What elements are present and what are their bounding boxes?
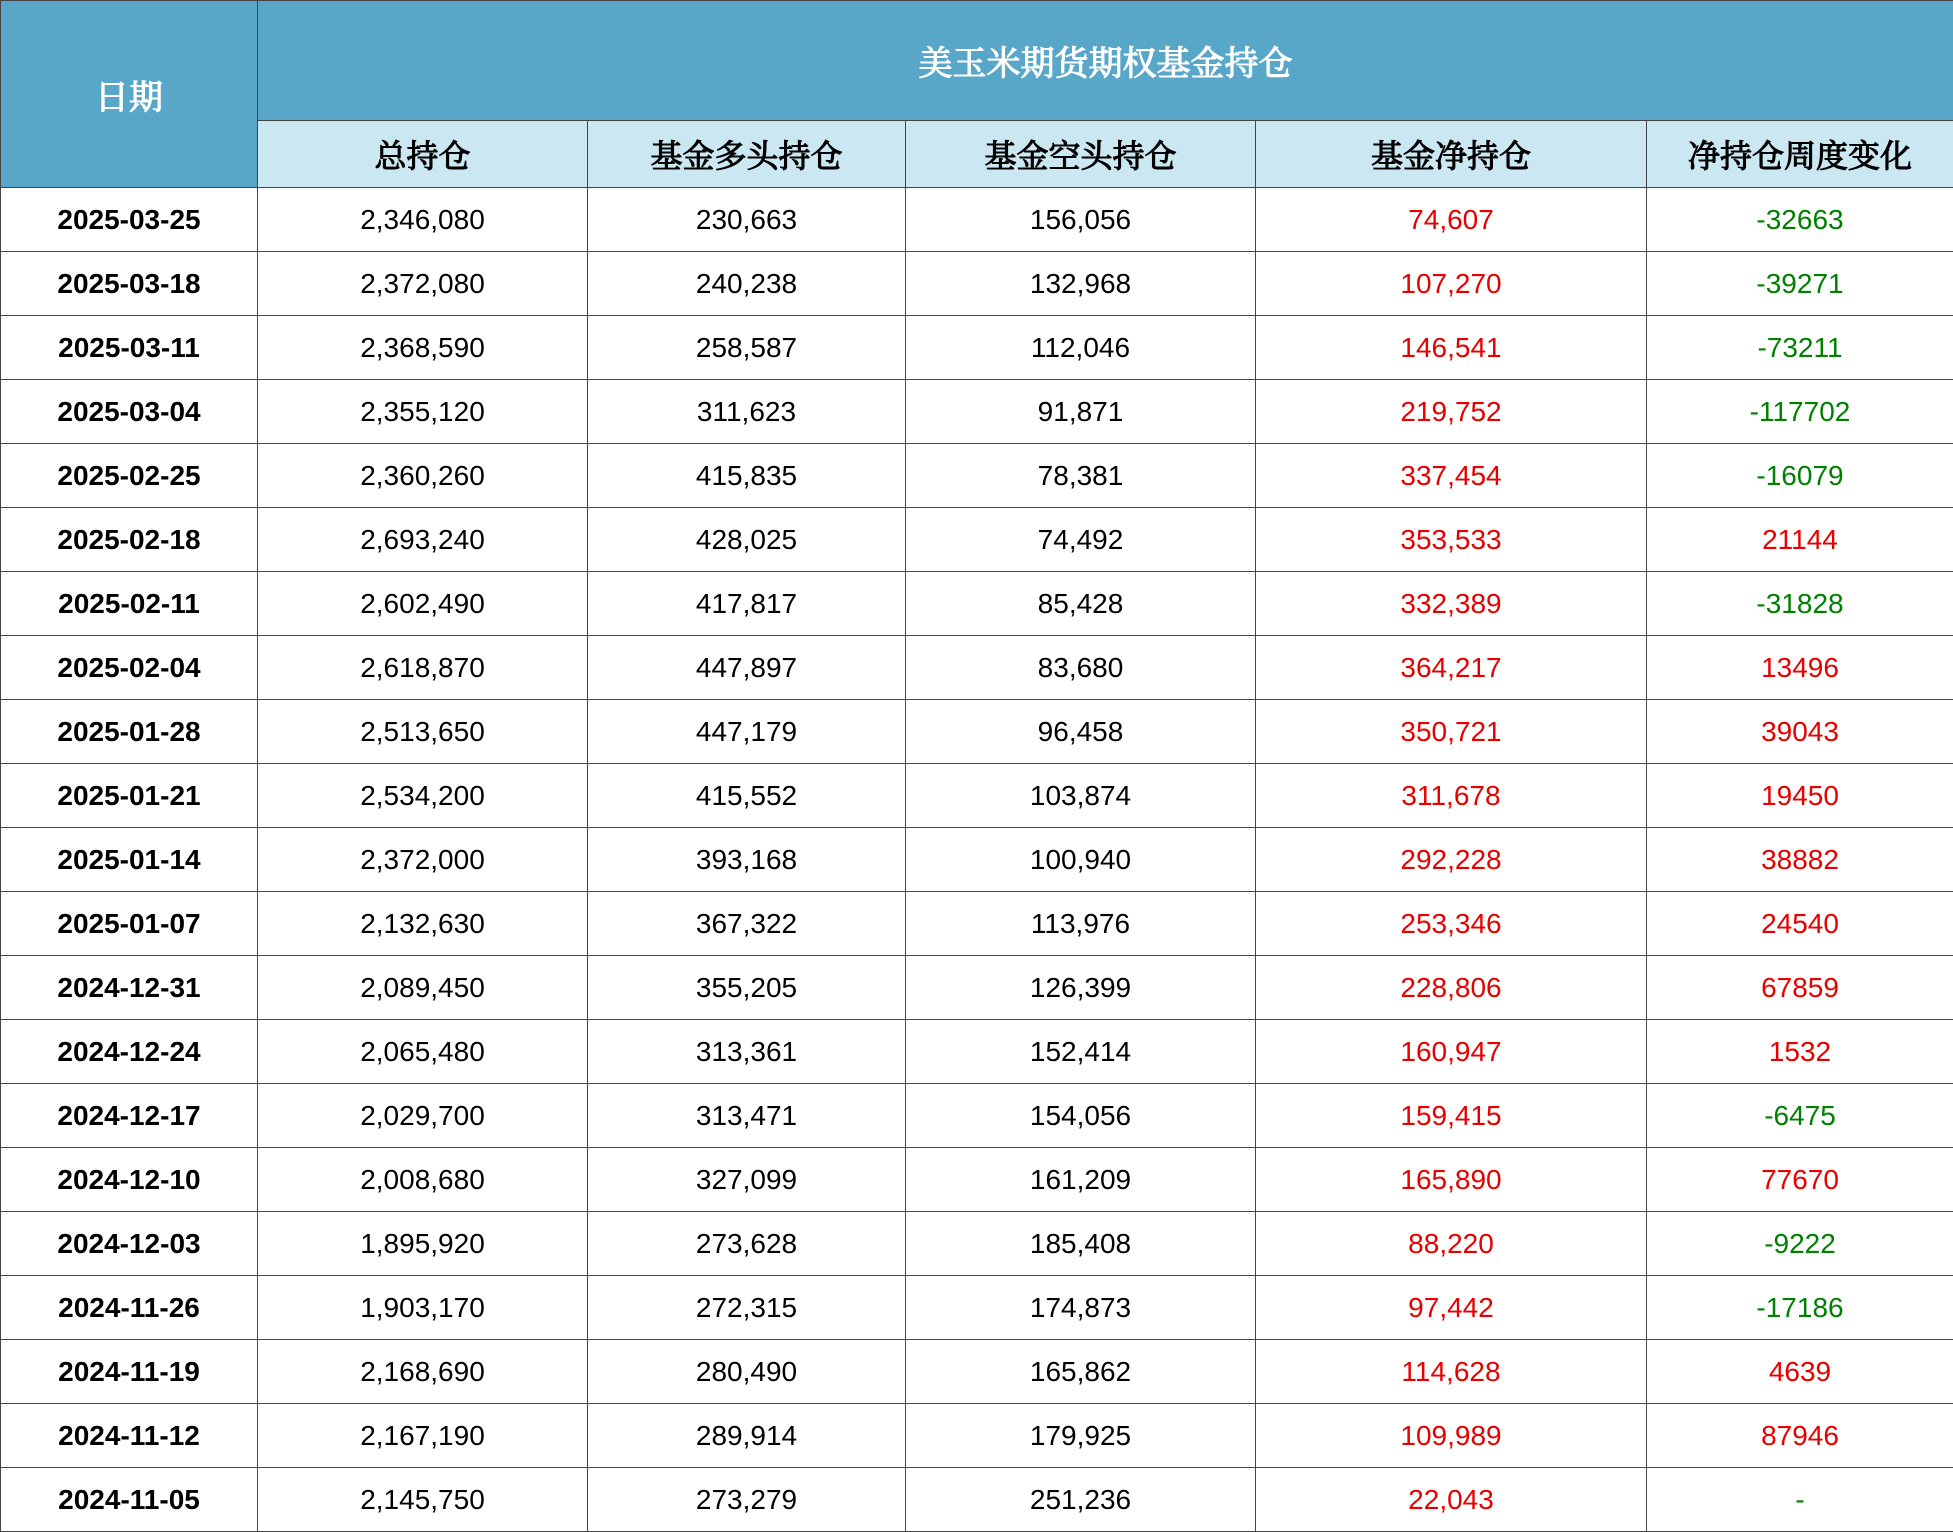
cell-fund-long: 230,663 — [588, 188, 906, 252]
cell-weekly-change: 19450 — [1647, 764, 1953, 828]
table-row — [1, 1148, 1953, 1212]
cell-fund-net: 159,415 — [1256, 1084, 1647, 1148]
cell-fund-net: 146,541 — [1256, 316, 1647, 380]
cell-fund-short: 132,968 — [906, 252, 1256, 316]
table-row — [1, 444, 1953, 508]
table-row — [1, 1084, 1953, 1148]
table-row — [1, 252, 1953, 316]
cell-fund-long: 240,238 — [588, 252, 906, 316]
cell-fund-net: 311,678 — [1256, 764, 1647, 828]
cell-fund-short: 112,046 — [906, 316, 1256, 380]
cell-fund-long: 447,179 — [588, 700, 906, 764]
cell-fund-long: 393,168 — [588, 828, 906, 892]
cell-total-position: 2,368,590 — [258, 316, 588, 380]
cell-date: 2025-02-11 — [1, 572, 258, 636]
cell-weekly-change: 87946 — [1647, 1404, 1953, 1468]
cell-fund-short: 103,874 — [906, 764, 1256, 828]
cell-total-position: 1,903,170 — [258, 1276, 588, 1340]
cell-weekly-change: -9222 — [1647, 1212, 1953, 1276]
cell-total-position: 2,513,650 — [258, 700, 588, 764]
cell-date: 2025-02-04 — [1, 636, 258, 700]
table-row — [1, 316, 1953, 380]
cell-fund-net: 337,454 — [1256, 444, 1647, 508]
cell-fund-net: 74,607 — [1256, 188, 1647, 252]
cell-date: 2024-12-31 — [1, 956, 258, 1020]
cell-fund-long: 273,279 — [588, 1468, 906, 1532]
cell-total-position: 2,372,000 — [258, 828, 588, 892]
column-header-weekly-change: 净持仓周度变化 — [1647, 121, 1953, 188]
cell-fund-short: 152,414 — [906, 1020, 1256, 1084]
cell-weekly-change: 21144 — [1647, 508, 1953, 572]
cell-fund-net: 107,270 — [1256, 252, 1647, 316]
cell-fund-net: 364,217 — [1256, 636, 1647, 700]
cell-fund-net: 353,533 — [1256, 508, 1647, 572]
cell-weekly-change: -16079 — [1647, 444, 1953, 508]
cell-total-position: 2,008,680 — [258, 1148, 588, 1212]
cell-weekly-change: -6475 — [1647, 1084, 1953, 1148]
cell-fund-long: 289,914 — [588, 1404, 906, 1468]
cell-total-position: 2,132,630 — [258, 892, 588, 956]
cell-fund-net: 114,628 — [1256, 1340, 1647, 1404]
cell-date: 2024-11-05 — [1, 1468, 258, 1532]
cell-weekly-change: -32663 — [1647, 188, 1953, 252]
cell-fund-net: 22,043 — [1256, 1468, 1647, 1532]
cell-fund-net: 165,890 — [1256, 1148, 1647, 1212]
cell-date: 2025-03-25 — [1, 188, 258, 252]
cell-total-position: 2,029,700 — [258, 1084, 588, 1148]
cell-fund-long: 415,835 — [588, 444, 906, 508]
cell-date: 2025-01-07 — [1, 892, 258, 956]
cell-fund-long: 273,628 — [588, 1212, 906, 1276]
cell-fund-long: 417,817 — [588, 572, 906, 636]
table-row — [1, 828, 1953, 892]
cell-total-position: 2,089,450 — [258, 956, 588, 1020]
cell-total-position: 2,145,750 — [258, 1468, 588, 1532]
table-row — [1, 764, 1953, 828]
column-header-total: 总持仓 — [258, 121, 588, 188]
cell-fund-long: 428,025 — [588, 508, 906, 572]
cell-date: 2025-02-25 — [1, 444, 258, 508]
cell-fund-short: 96,458 — [906, 700, 1256, 764]
cell-date: 2024-11-19 — [1, 1340, 258, 1404]
table-row — [1, 636, 1953, 700]
cell-date: 2024-12-24 — [1, 1020, 258, 1084]
column-header-short: 基金空头持仓 — [906, 121, 1256, 188]
table-row — [1, 572, 1953, 636]
cell-total-position: 2,360,260 — [258, 444, 588, 508]
cell-fund-long: 280,490 — [588, 1340, 906, 1404]
cell-weekly-change: 1532 — [1647, 1020, 1953, 1084]
table-row — [1, 1212, 1953, 1276]
cell-weekly-change: 13496 — [1647, 636, 1953, 700]
cell-date: 2024-12-10 — [1, 1148, 258, 1212]
cell-fund-net: 109,989 — [1256, 1404, 1647, 1468]
cell-fund-long: 313,471 — [588, 1084, 906, 1148]
cell-fund-long: 272,315 — [588, 1276, 906, 1340]
cell-fund-net: 97,442 — [1256, 1276, 1647, 1340]
cell-fund-long: 313,361 — [588, 1020, 906, 1084]
cell-fund-short: 91,871 — [906, 380, 1256, 444]
cell-fund-net: 228,806 — [1256, 956, 1647, 1020]
table-row — [1, 956, 1953, 1020]
cell-weekly-change: -17186 — [1647, 1276, 1953, 1340]
cell-fund-long: 311,623 — [588, 380, 906, 444]
cell-weekly-change: 39043 — [1647, 700, 1953, 764]
table-row — [1, 700, 1953, 764]
cell-weekly-change: 24540 — [1647, 892, 1953, 956]
cell-date: 2024-11-26 — [1, 1276, 258, 1340]
header-row-title — [1, 1, 1953, 121]
cell-total-position: 2,167,190 — [258, 1404, 588, 1468]
cell-fund-short: 174,873 — [906, 1276, 1256, 1340]
cell-fund-net: 88,220 — [1256, 1212, 1647, 1276]
cell-fund-long: 447,897 — [588, 636, 906, 700]
table-row — [1, 508, 1953, 572]
cell-date: 2025-01-28 — [1, 700, 258, 764]
cell-fund-short: 100,940 — [906, 828, 1256, 892]
cell-date: 2025-01-14 — [1, 828, 258, 892]
column-header-net: 基金净持仓 — [1256, 121, 1647, 188]
cell-total-position: 2,693,240 — [258, 508, 588, 572]
cell-fund-net: 160,947 — [1256, 1020, 1647, 1084]
cell-date: 2025-03-04 — [1, 380, 258, 444]
cell-fund-net: 253,346 — [1256, 892, 1647, 956]
cell-weekly-change: -117702 — [1647, 380, 1953, 444]
cell-fund-short: 156,056 — [906, 188, 1256, 252]
table-row — [1, 188, 1953, 252]
cell-weekly-change: 67859 — [1647, 956, 1953, 1020]
cell-total-position: 1,895,920 — [258, 1212, 588, 1276]
cell-weekly-change: 4639 — [1647, 1340, 1953, 1404]
cell-fund-short: 179,925 — [906, 1404, 1256, 1468]
cell-fund-short: 83,680 — [906, 636, 1256, 700]
table-header — [1, 1, 1953, 188]
cell-fund-long: 355,205 — [588, 956, 906, 1020]
cell-weekly-change: -39271 — [1647, 252, 1953, 316]
cell-date: 2025-01-21 — [1, 764, 258, 828]
cell-weekly-change: -73211 — [1647, 316, 1953, 380]
cell-fund-long: 415,552 — [588, 764, 906, 828]
cell-fund-short: 161,209 — [906, 1148, 1256, 1212]
cell-weekly-change: 38882 — [1647, 828, 1953, 892]
table-row — [1, 892, 1953, 956]
date-column-header: 日期 — [1, 1, 258, 188]
cell-weekly-change: - — [1647, 1468, 1953, 1532]
cell-date: 2024-12-17 — [1, 1084, 258, 1148]
cell-total-position: 2,602,490 — [258, 572, 588, 636]
cell-total-position: 2,065,480 — [258, 1020, 588, 1084]
cell-date: 2024-11-12 — [1, 1404, 258, 1468]
cell-fund-short: 154,056 — [906, 1084, 1256, 1148]
cell-fund-short: 113,976 — [906, 892, 1256, 956]
table-row — [1, 1404, 1953, 1468]
cell-fund-net: 292,228 — [1256, 828, 1647, 892]
table-row — [1, 1468, 1953, 1532]
cell-date: 2025-03-11 — [1, 316, 258, 380]
table-row — [1, 1340, 1953, 1404]
header-row-columns — [1, 121, 1953, 188]
table-body — [1, 188, 1953, 1532]
cell-fund-short: 165,862 — [906, 1340, 1256, 1404]
cell-total-position: 2,168,690 — [258, 1340, 588, 1404]
cell-fund-net: 350,721 — [1256, 700, 1647, 764]
cell-fund-short: 85,428 — [906, 572, 1256, 636]
cell-weekly-change: 77670 — [1647, 1148, 1953, 1212]
cell-fund-short: 251,236 — [906, 1468, 1256, 1532]
cell-total-position: 2,346,080 — [258, 188, 588, 252]
cell-fund-long: 258,587 — [588, 316, 906, 380]
table-row — [1, 1020, 1953, 1084]
cell-fund-short: 74,492 — [906, 508, 1256, 572]
table-title: 美玉米期货期权基金持仓 — [258, 1, 1953, 121]
cell-fund-net: 219,752 — [1256, 380, 1647, 444]
cell-fund-short: 185,408 — [906, 1212, 1256, 1276]
cell-total-position: 2,372,080 — [258, 252, 588, 316]
cell-date: 2025-03-18 — [1, 252, 258, 316]
cell-fund-long: 327,099 — [588, 1148, 906, 1212]
cell-date: 2025-02-18 — [1, 508, 258, 572]
cell-total-position: 2,355,120 — [258, 380, 588, 444]
table-row — [1, 1276, 1953, 1340]
cell-fund-net: 332,389 — [1256, 572, 1647, 636]
cell-fund-long: 367,322 — [588, 892, 906, 956]
column-header-long: 基金多头持仓 — [588, 121, 906, 188]
cell-fund-short: 126,399 — [906, 956, 1256, 1020]
cell-weekly-change: -31828 — [1647, 572, 1953, 636]
cell-total-position: 2,618,870 — [258, 636, 588, 700]
cell-total-position: 2,534,200 — [258, 764, 588, 828]
cell-date: 2024-12-03 — [1, 1212, 258, 1276]
cell-fund-short: 78,381 — [906, 444, 1256, 508]
table-row — [1, 380, 1953, 444]
